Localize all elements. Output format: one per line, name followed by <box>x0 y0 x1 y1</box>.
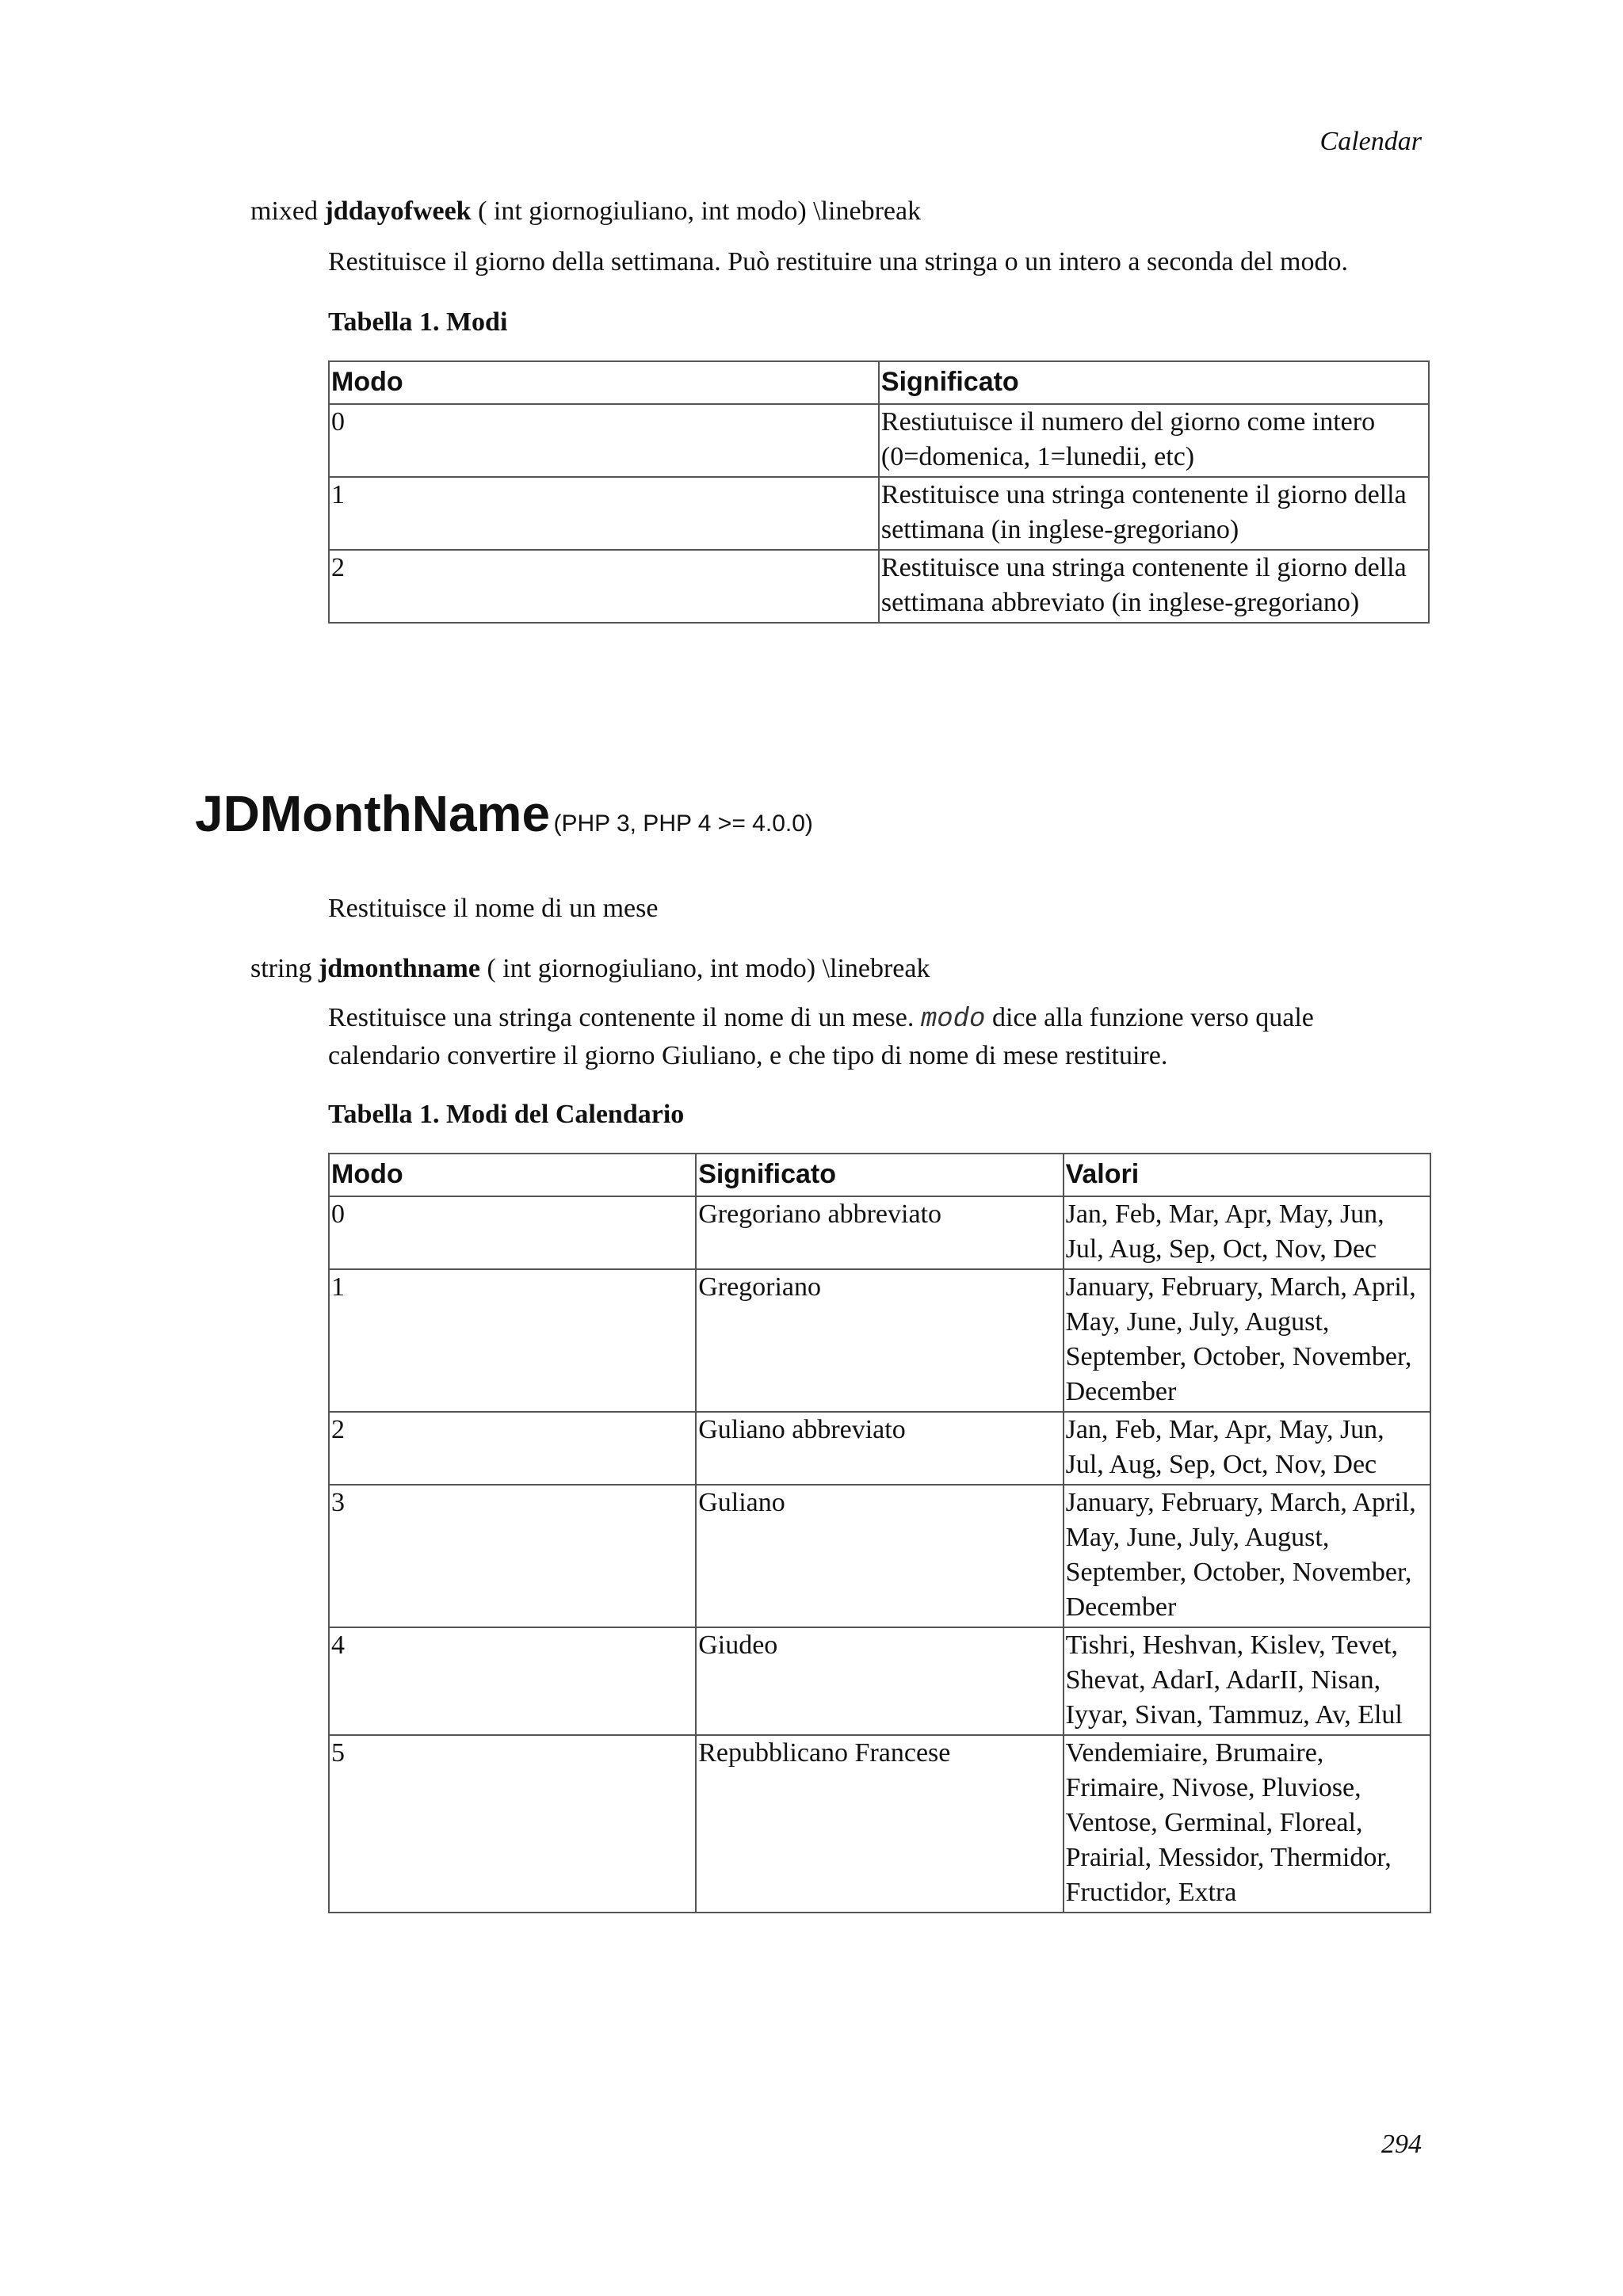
column-header-modo: Modo <box>329 1154 696 1196</box>
cell-modo: 1 <box>329 1269 696 1412</box>
column-header-significato: Significato <box>696 1154 1063 1196</box>
table-row <box>329 1735 1430 1913</box>
table-row <box>329 1269 1430 1412</box>
cell-modo: 4 <box>329 1627 696 1735</box>
page-number: 294 <box>1381 2130 1422 2159</box>
cell-significato: Restituisce una stringa contenente il giorno della settimana abbreviato (in inglese-gregoriano) <box>879 550 1429 623</box>
table-row <box>329 1412 1430 1485</box>
parameter-name: modo <box>920 1005 986 1035</box>
cell-significato: Restituisce una stringa contenente il giorno della settimana (in inglese-gregoriano) <box>879 477 1429 550</box>
cell-significato: Guliano abbreviato <box>696 1412 1063 1485</box>
table-row <box>329 1627 1430 1735</box>
description-text-after: dice alla funzione verso quale calendario convertire il giorno Giuliano, e che tipo di nome di mese restituire. <box>328 1003 1314 1070</box>
cell-valori: Tishri, Heshvan, Kislev, Tevet, Shevat, AdarI, AdarII, Nisan, Iyyar, Sivan, Tammuz, Av, Elul <box>1064 1627 1430 1735</box>
cell-significato: Gregoriano abbreviato <box>696 1196 1063 1269</box>
table-row <box>329 404 1429 477</box>
jdmonthname-calendar-modes-table <box>328 1153 1431 1913</box>
cell-significato: Giudeo <box>696 1627 1063 1735</box>
cell-valori: Vendemiaire, Brumaire, Frimaire, Nivose, Pluviose, Ventose, Germinal, Floreal, Prairial, Messidor, Thermidor, Fructidor, Extra <box>1064 1735 1430 1913</box>
column-header-significato: Significato <box>879 361 1429 404</box>
cell-valori: Jan, Feb, Mar, Apr, May, Jun, Jul, Aug, Sep, Oct, Nov, Dec <box>1064 1412 1430 1485</box>
jdmonthname-purpose: Restituisce il nome di un mese <box>328 894 659 923</box>
cell-modo: 2 <box>329 1412 696 1485</box>
cell-modo: 3 <box>329 1485 696 1627</box>
synopsis-return-type: string <box>250 954 312 983</box>
synopsis-function-name: jdmonthname <box>318 954 480 983</box>
cell-modo: 1 <box>329 477 879 550</box>
table-header-row <box>329 361 1429 404</box>
jddayofweek-table-title: Tabella 1. Modi <box>328 307 508 337</box>
jddayofweek-synopsis <box>250 196 921 227</box>
version-info: (PHP 3, PHP 4 >= 4.0.0) <box>553 810 813 837</box>
running-header: Calendar <box>1319 127 1422 156</box>
function-title: JDMonthName <box>195 785 551 842</box>
synopsis-params: ( int giornogiuliano, int modo) \linebreak <box>487 954 930 983</box>
table-header-row <box>329 1154 1430 1196</box>
table-row <box>329 1196 1430 1269</box>
cell-modo: 5 <box>329 1735 696 1913</box>
table-row <box>329 477 1429 550</box>
cell-valori: Jan, Feb, Mar, Apr, May, Jun, Jul, Aug, Sep, Oct, Nov, Dec <box>1064 1196 1430 1269</box>
column-header-valori: Valori <box>1064 1154 1430 1196</box>
cell-modo: 0 <box>329 404 879 477</box>
cell-valori: January, February, March, April, May, June, July, August, September, October, November, December <box>1064 1485 1430 1627</box>
cell-significato: Guliano <box>696 1485 1063 1627</box>
jdmonthname-description <box>328 1000 1406 1074</box>
column-header-modo: Modo <box>329 361 879 404</box>
table-row <box>329 550 1429 623</box>
cell-modo: 2 <box>329 550 879 623</box>
cell-modo: 0 <box>329 1196 696 1269</box>
cell-significato: Restiutuisce il numero del giorno come intero (0=domenica, 1=lunedii, etc) <box>879 404 1429 477</box>
cell-valori: January, February, March, April, May, June, July, August, September, October, November, December <box>1064 1269 1430 1412</box>
description-text-before: Restituisce una stringa contenente il nome di un mese. <box>328 1003 915 1032</box>
cell-significato: Gregoriano <box>696 1269 1063 1412</box>
jddayofweek-description: Restituisce il giorno della settimana. Può restituire una stringa o un intero a seconda del modo. <box>328 247 1348 277</box>
synopsis-params: ( int giornogiuliano, int modo) \linebreak <box>478 196 922 226</box>
jddayofweek-modes-table <box>328 360 1430 624</box>
synopsis-function-name: jddayofweek <box>324 196 472 226</box>
jdmonthname-table-title: Tabella 1. Modi del Calendario <box>328 1100 685 1129</box>
table-row <box>329 1485 1430 1627</box>
section-title <box>195 784 813 843</box>
jdmonthname-synopsis <box>250 954 930 984</box>
synopsis-return-type: mixed <box>250 196 318 226</box>
cell-significato: Repubblicano Francese <box>696 1735 1063 1913</box>
